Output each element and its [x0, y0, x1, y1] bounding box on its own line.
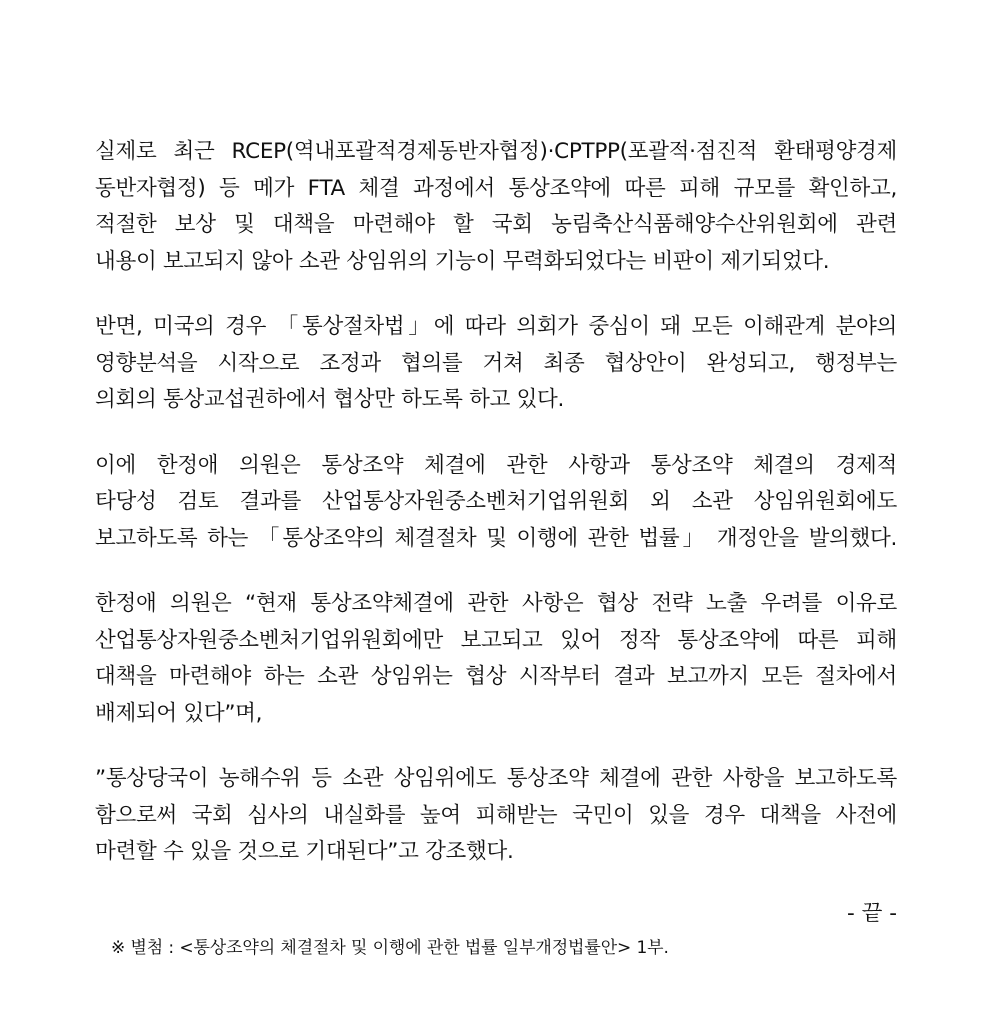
text-line: 영향분석을 시작으로 조정과 협의를 거쳐 최종 협상안이 완성되고, 행정부는 [95, 350, 897, 376]
paragraph-4 [95, 586, 897, 732]
text-line: 반면, 미국의 경우 「통상절차법」에 따라 의회가 중심이 돼 모든 이해관계 분야의 [95, 314, 897, 339]
text-line: ”통상당국이 농해수위 등 소관 상임위에도 통상조약 체결에 관한 사항을 보고하도록 [95, 766, 897, 791]
paragraph-3 [95, 448, 897, 558]
text-line: 적절한 보상 및 대책을 마련해야 할 국회 농림축산식품해양수산위원회에 관련 [95, 212, 897, 237]
attachment-note: ※ 별첨 : <통상조약의 체결절차 및 이행에 관한 법률 일부개정법률안> 1부. [111, 938, 669, 958]
text-line: 의회의 통상교섭권하에서 협상만 하도록 하고 있다. [95, 387, 565, 412]
text-line: 한정애 의원은 “현재 통상조약체결에 관한 사항은 협상 전략 노출 우려를 이유로 [95, 591, 897, 616]
text-line: 내용이 보고되지 않아 소관 상임위의 기능이 무력화되었다는 비판이 제기되었다. [95, 248, 830, 274]
paragraph-5 [95, 761, 897, 871]
text-line: 실제로 최근 RCEP(역내포괄적경제동반자협정)·CPTPP(포괄적·점진적 환태평양경제 [95, 139, 897, 164]
text-line: 함으로써 국회 심사의 내실화를 높여 피해받는 국민이 있을 경우 대책을 사전에 [95, 802, 897, 828]
press-release-body [95, 134, 897, 900]
text-line: 타당성 검토 결과를 산업통상자원중소벤처기업위원회 외 소관 상임위원회에도 [95, 489, 897, 514]
text-line: 보고하도록 하는 「통상조약의 체결절차 및 이행에 관한 법률」 개정안을 발의했다. [95, 525, 897, 551]
paragraph-2 [95, 309, 897, 419]
text-line: 마련할 수 있을 것으로 기대된다”고 강조했다. [95, 839, 514, 864]
paragraph-1 [95, 134, 897, 280]
text-line: 배제되어 있다”며, [95, 700, 263, 726]
text-line: 이에 한정애 의원은 통상조약 체결에 관한 사항과 통상조약 체결의 경제적 [95, 452, 897, 478]
end-mark: - 끝 - [847, 901, 897, 926]
text-line: 산업통상자원중소벤처기업위원회에만 보고되고 있어 정작 통상조약에 따른 피해 [95, 627, 897, 653]
text-line: 동반자협정) 등 메가 FTA 체결 과정에서 통상조약에 따른 피해 규모를 확인하고, [95, 175, 897, 201]
text-line: 대책을 마련해야 하는 소관 상임위는 협상 시작부터 결과 보고까지 모든 절차에서 [95, 664, 897, 689]
